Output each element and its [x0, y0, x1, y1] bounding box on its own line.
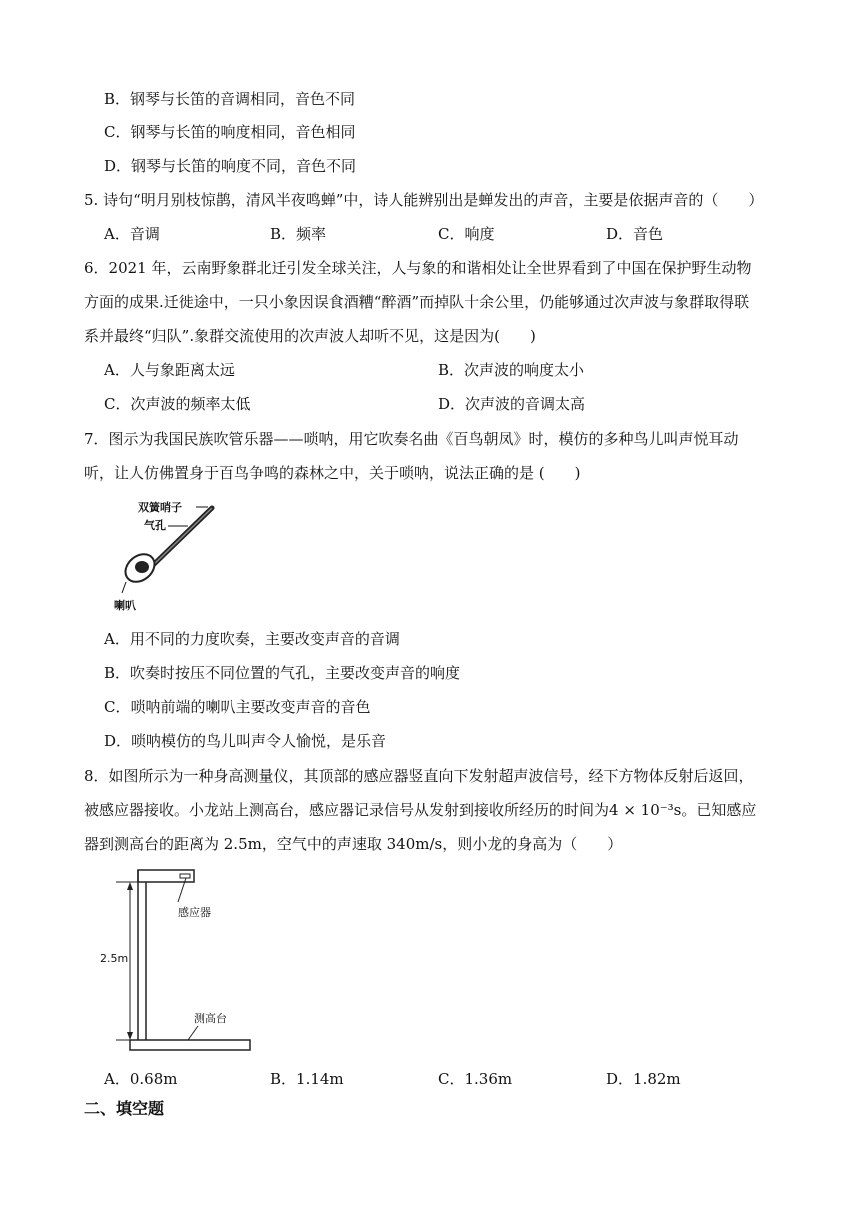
q4-option-d: D．钢琴与长笛的响度不同，音色不同: [104, 157, 357, 175]
q7-stem-line-1: 7．图示为我国民族吹管乐器——唢呐，用它吹奏名曲《百鸟朝凤》时，模仿的多种鸟儿叫声悦耳动: [84, 430, 739, 448]
q6-option-b: B．次声波的响度太小: [438, 361, 585, 379]
platform-base: [130, 1040, 250, 1050]
q8-option-d: D．1.82m: [606, 1070, 681, 1088]
section-2-title: 二、填空题: [84, 1099, 165, 1118]
suona-hole-label: 气孔: [144, 519, 166, 532]
suona-reed-label: 双簧哨子: [138, 501, 182, 514]
q7-option-c: C．唢呐前端的喇叭主要改变声音的音色: [104, 698, 371, 716]
distance-label: 2.5m: [100, 952, 129, 965]
q4-option-c: C．钢琴与长笛的响度相同，音色相同: [104, 123, 356, 141]
suona-figure: [108, 496, 228, 616]
q8-option-c: C．1.36m: [438, 1070, 513, 1088]
q5-option-b: B．频率: [270, 225, 327, 243]
q5-option-a: A．音调: [104, 225, 160, 243]
q6-option-c: C．次声波的频率太低: [104, 395, 251, 413]
q7-stem-line-2: 听，让人仿佛置身于百鸟争鸣的森林之中，关于唢呐，说法正确的是 ( ): [84, 464, 581, 482]
q6-option-d: D．次声波的音调太高: [438, 395, 586, 413]
sensor-label: 感应器: [178, 906, 211, 919]
q8-stem-line-3: 器到测高台的距离为 2.5m，空气中的声速取 340m/s，则小龙的身高为（ ）: [84, 835, 623, 853]
q7-option-b: B．吹奏时按压不同位置的气孔，主要改变声音的响度: [104, 664, 461, 682]
q7-option-a: A．用不同的力度吹奏，主要改变声音的音调: [104, 630, 400, 648]
q6-stem-line-3: 系并最终“归队”.象群交流使用的次声波人却听不见，这是因为( ): [84, 327, 536, 345]
q5-stem: 5. 诗句“明月别枝惊鹊，清风半夜鸣蝉”中，诗人能辨别出是蝉发出的声音，主要是依据声音的（ ）: [84, 191, 764, 209]
q5-option-d: D．音色: [606, 225, 664, 243]
suona-bell-label: 喇叭: [114, 599, 136, 612]
q8-stem-line-2: 被感应器接收。小龙站上测高台，感应器记录信号从发射到接收所经历的时间为4 × 10⁻³s。已知感应: [84, 801, 757, 819]
q6-option-a: A．人与象距离太远: [104, 361, 235, 379]
q8-stem-line-1: 8．如图所示为一种身高测量仪，其顶部的感应器竖直向下发射超声波信号，经下方物体反射后返回，: [84, 767, 754, 785]
q5-option-c: C．响度: [438, 225, 495, 243]
q8-option-b: B．1.14m: [270, 1070, 344, 1088]
height-meter-figure: [98, 866, 258, 1056]
q6-stem-line-2: 方面的成果.迁徙途中，一只小象因误食酒糟“醉酒”而掉队十余公里，仍能够通过次声波与象群取得联: [84, 293, 750, 311]
q8-option-a: A．0.68m: [104, 1070, 178, 1088]
q6-stem-line-1: 6．2021 年，云南野象群北迁引发全球关注，人与象的和谐相处让全世界看到了中国在保护野生动物: [84, 259, 752, 277]
q4-option-b: B．钢琴与长笛的音调相同，音色不同: [104, 90, 356, 108]
q7-option-d: D．唢呐模仿的鸟儿叫声令人愉悦，是乐音: [104, 732, 387, 750]
platform-label: 测高台: [194, 1012, 227, 1025]
